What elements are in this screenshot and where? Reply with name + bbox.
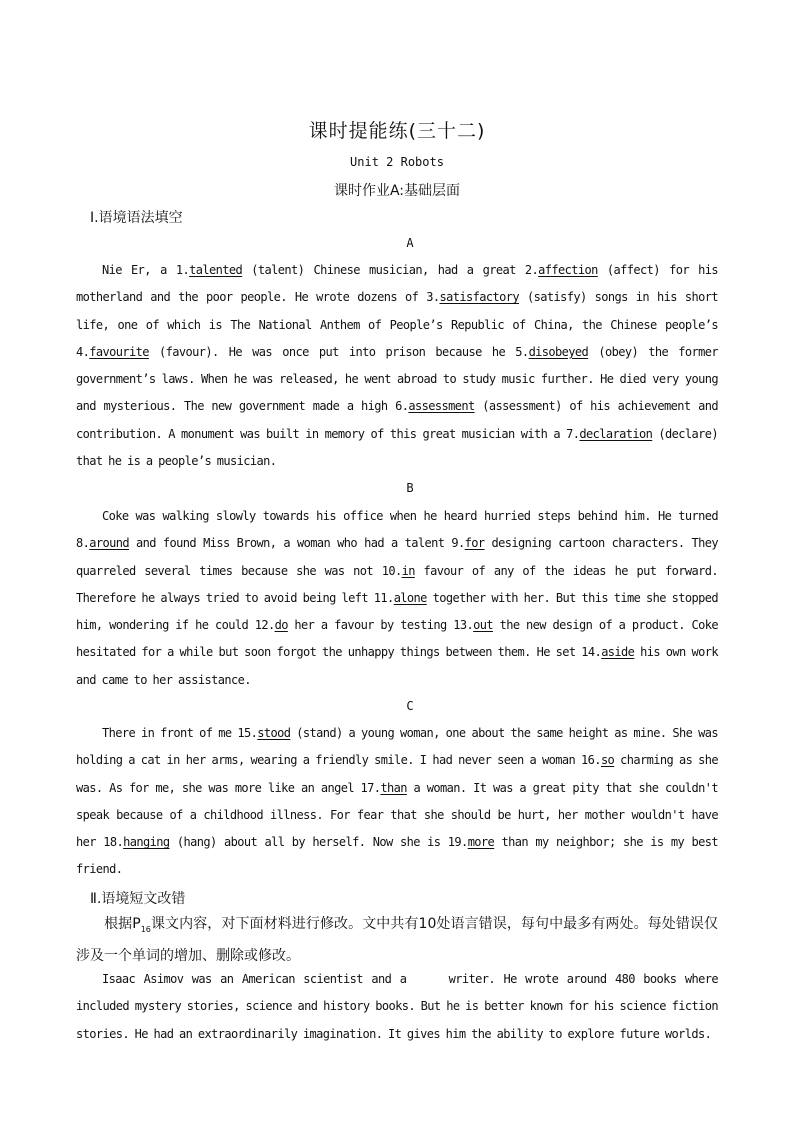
answer-10: in: [401, 563, 415, 578]
passage-a: Nie Er, a 1.talented (talent) Chinese musician, had a great 2.affection (affect) for his motherland and the poor people. He wrote dozens of 3.satisfactory (satisfy) songs in his short life, one of which is The National Anthem of People’s Republic of China, the Chinese people’s 4.favourite (favour). He was once put into prison because he 5.disobeyed (obey) the former government’s laws. When he was released, he went abroad to study music further. He died very young and mysterious. The new government made a high 6.assessment (assessment) of his achievement and contribution. A monument was built in memory of this great musician with a 7.declaration (declare) that he is a people’s musician.: [76, 263, 719, 469]
page-title: 课时提能练(三十二): [308, 120, 486, 142]
answer-9: for: [464, 536, 485, 551]
answer-15: stood: [257, 726, 291, 740]
answer-13: out: [473, 618, 493, 633]
passage-label-b: B: [406, 481, 414, 495]
answer-16: so: [600, 753, 615, 768]
answer-7: declaration: [579, 426, 653, 441]
passage-label-a: A: [406, 236, 414, 250]
passage-label-c: C: [406, 699, 414, 713]
section-heading-error-correction: Ⅱ.语境短文改错: [90, 891, 186, 907]
answer-3: satisfactory: [439, 290, 519, 305]
answer-1: talented: [189, 263, 243, 277]
answer-14: aside: [601, 645, 635, 660]
answer-19: more: [467, 835, 495, 850]
answer-18: hanging: [123, 835, 170, 850]
unit-subtitle: Unit 2 Robots: [350, 155, 444, 169]
section-heading-grammar-fill: Ⅰ.语境语法填空: [90, 210, 183, 226]
correction-passage: Isaac Asimov was an American scientist and a writer. He wrote around 480 books where included mystery stories, science and history books. But he is better known for his science fiction stories. He had an extraordinarily imagination. It gives him the ability to explore future worlds.: [76, 972, 724, 1041]
passage-c: There in front of me 15.stood (stand) a young woman, one about the same height as mine. She was holding a cat in her arms, wearing a friendly smile. I had never seen a woman 16.so charming as she was. As for me, she was more like an angel 17.than a woman. It was a great pity that she couldn't speak because of a childhood illness. For fear that she should be hurt, her mother wouldn't have her 18.hanging (hang) about all by herself. Now she is 19.more than my neighbor; she is my best friend.: [76, 726, 719, 877]
answer-2: affection: [538, 263, 598, 277]
answer-6: assessment: [408, 399, 475, 414]
answer-4: favourite: [89, 344, 149, 359]
answer-5: disobeyed: [528, 344, 589, 359]
answer-17: than: [380, 780, 407, 795]
assignment-subtitle: 课时作业A:基础层面: [333, 183, 461, 199]
answer-8: around: [89, 536, 129, 551]
passage-b: Coke was walking slowly towards his office when he heard hurried steps behind him. He turned 8.around and found Miss Brown, a woman who had a talent 9.for designing cartoon characters. They quarreled several times because she was not 10.in favour of any of the ideas he put forward. Therefore he always tried to avoid being left 11.alone together with her. But this time she stopped him, wondering if he could 12.do her a favour by testing 13.out the new design of a product. Coke hesitated for a while but soon forgot the unhappy things between them. He set 14.aside his own work and came to her assistance.: [76, 509, 719, 687]
answer-12: do: [274, 618, 288, 633]
correction-instructions: 根据$P_{16}$课文内容，对下面材料进行修改。文中共有10处语言错误，每句中最多有两处。每处错误仅涉及一个单词的增加、删除或修改。: [76, 916, 719, 964]
answer-11: alone: [393, 590, 427, 605]
